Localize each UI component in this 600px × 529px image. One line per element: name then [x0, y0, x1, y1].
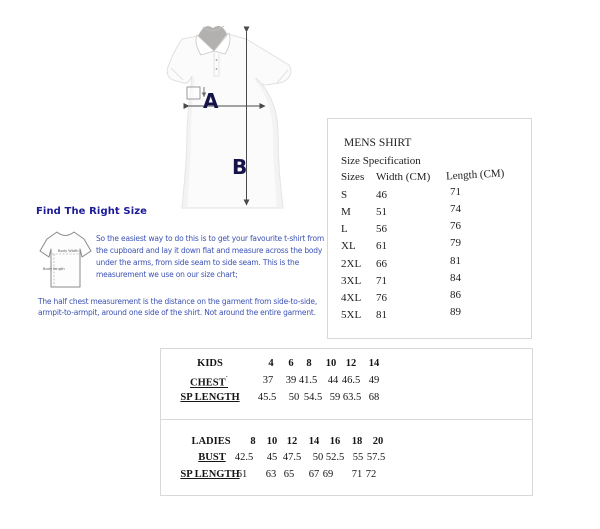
- value-cell: 45.5: [257, 392, 277, 403]
- kids-chest-row: [161, 375, 532, 389]
- polo-shirt-image: [151, 21, 301, 216]
- length-cell: 71: [450, 186, 461, 198]
- size-cell: 14: [368, 358, 380, 369]
- size-cell: L: [341, 223, 348, 235]
- size-cell: 12: [345, 358, 357, 369]
- width-cell: 56: [376, 223, 387, 235]
- mens-shirt-table: [327, 118, 532, 339]
- kids-ladies-tables: [160, 348, 533, 496]
- size-cell: M: [341, 206, 351, 218]
- column-header-length: Length (CM): [445, 167, 505, 183]
- value-cell: 55: [352, 452, 364, 463]
- body-length-label: Body length: [43, 267, 65, 271]
- value-cell: 45: [266, 452, 278, 463]
- size-cell: 4XL: [341, 292, 362, 304]
- table-row: [328, 186, 531, 203]
- size-cell: 18: [351, 436, 363, 447]
- value-cell: 57.5: [366, 452, 386, 463]
- value-cell: 37: [262, 375, 274, 386]
- text-line: The half chest measurement is the distance on the garment from side-to-side,: [38, 297, 318, 306]
- value-cell: 47.5: [282, 452, 302, 463]
- size-cell: XL: [341, 240, 356, 252]
- size-cell: 6: [288, 358, 294, 369]
- width-cell: 71: [376, 275, 387, 287]
- table-row: [328, 203, 531, 220]
- row-label: CHEST´: [190, 375, 228, 389]
- measure-instructions-paragraph: [96, 233, 324, 281]
- size-cell: S: [341, 189, 348, 201]
- size-cell: 10: [325, 358, 337, 369]
- shirt-button: [216, 68, 218, 70]
- value-cell: 72: [365, 469, 377, 480]
- tshirt-icon-outline: [40, 232, 91, 287]
- width-cell: 46: [376, 189, 387, 201]
- size-cell: 12: [286, 436, 298, 447]
- value-cell: 61: [236, 469, 248, 480]
- sleeve-measure-box: [187, 87, 200, 99]
- text-line: the cupboard and lay it down flat and measure across the body: [96, 246, 323, 255]
- size-cell: 8: [250, 436, 256, 447]
- kids-splength-row: [161, 392, 532, 406]
- length-cell: 76: [450, 220, 461, 232]
- text-line: measurement we use on our size chart;: [96, 270, 238, 279]
- table-divider: [161, 419, 532, 420]
- column-header-sizes: Sizes: [341, 171, 365, 183]
- table-row: [328, 289, 531, 306]
- ladies-table-title: LADIES: [191, 436, 231, 447]
- value-cell: 46.5: [341, 375, 361, 386]
- value-cell: 65: [283, 469, 295, 480]
- length-cell: 89: [450, 306, 461, 318]
- ladies-splength-row: [161, 469, 532, 483]
- value-cell: 63.5: [342, 392, 362, 403]
- value-cell: 42.5: [234, 452, 254, 463]
- row-label: SP LENGTH: [180, 469, 240, 480]
- value-cell: 50: [312, 452, 324, 463]
- width-cell: 76: [376, 292, 387, 304]
- body-width-label: Body Width: [58, 249, 79, 253]
- value-cell: 39: [285, 375, 297, 386]
- value-cell: 71: [351, 469, 363, 480]
- find-right-size-heading: Find The Right Size: [36, 206, 148, 217]
- ladies-bust-row: [161, 452, 532, 466]
- size-cell: 20: [372, 436, 384, 447]
- table-row: [328, 306, 531, 323]
- text-line: under the arms, from side seam to side seam. This is the: [96, 258, 300, 267]
- tshirt-diagram-icon: [37, 229, 94, 291]
- size-cell: 14: [308, 436, 320, 447]
- value-cell: 44: [327, 375, 339, 386]
- value-cell: 50: [288, 392, 300, 403]
- kids-table-title: KIDS: [197, 358, 223, 369]
- width-cell: 81: [376, 309, 387, 321]
- size-cell: 10: [266, 436, 278, 447]
- value-cell: 52.5: [325, 452, 345, 463]
- half-chest-note-paragraph: [38, 297, 317, 318]
- value-cell: 41.5: [298, 375, 318, 386]
- size-cell: 5XL: [341, 309, 362, 321]
- size-cell: 4: [268, 358, 274, 369]
- ladies-header-row: [161, 436, 532, 450]
- width-cell: 61: [376, 240, 387, 252]
- kids-header-row: [161, 358, 532, 372]
- size-cell: 3XL: [341, 275, 362, 287]
- table-row: [328, 220, 531, 237]
- length-cell: 79: [450, 237, 461, 249]
- length-cell: 84: [450, 272, 461, 284]
- table-row: [328, 237, 531, 254]
- value-cell: 63: [265, 469, 277, 480]
- mens-shirt-title: MENS SHIRT: [344, 137, 412, 149]
- value-cell: 69: [322, 469, 334, 480]
- value-cell: 67: [308, 469, 320, 480]
- value-cell: 54.5: [303, 392, 323, 403]
- width-cell: 66: [376, 258, 387, 270]
- size-cell: 16: [329, 436, 341, 447]
- value-cell: 49: [368, 375, 380, 386]
- shirt-button: [216, 59, 218, 61]
- size-cell: 8: [306, 358, 312, 369]
- length-cell: 74: [450, 203, 461, 215]
- size-cell: 2XL: [341, 258, 362, 270]
- length-cell: 81: [450, 255, 461, 267]
- length-arrow-label: B: [232, 155, 248, 179]
- label-mark: ´: [225, 375, 228, 383]
- width-arrow-label: A: [203, 89, 219, 113]
- value-cell: 59: [329, 392, 341, 403]
- row-label: BUST: [198, 452, 226, 463]
- text-line: armpit-to-armpit, around one side of the shirt. Not around the entire garment.: [38, 307, 316, 317]
- length-cell: 86: [450, 289, 461, 301]
- table-row: [328, 255, 531, 272]
- column-header-width: Width (CM): [376, 171, 431, 183]
- mens-shirt-subtitle: Size Specification: [341, 155, 421, 167]
- table-row: [328, 272, 531, 289]
- text-line: So the easiest way to do this is to get your favourite t-shirt from: [96, 234, 324, 243]
- value-cell: 68: [368, 392, 380, 403]
- row-label: SP LENGTH: [180, 392, 240, 403]
- width-cell: 51: [376, 206, 387, 218]
